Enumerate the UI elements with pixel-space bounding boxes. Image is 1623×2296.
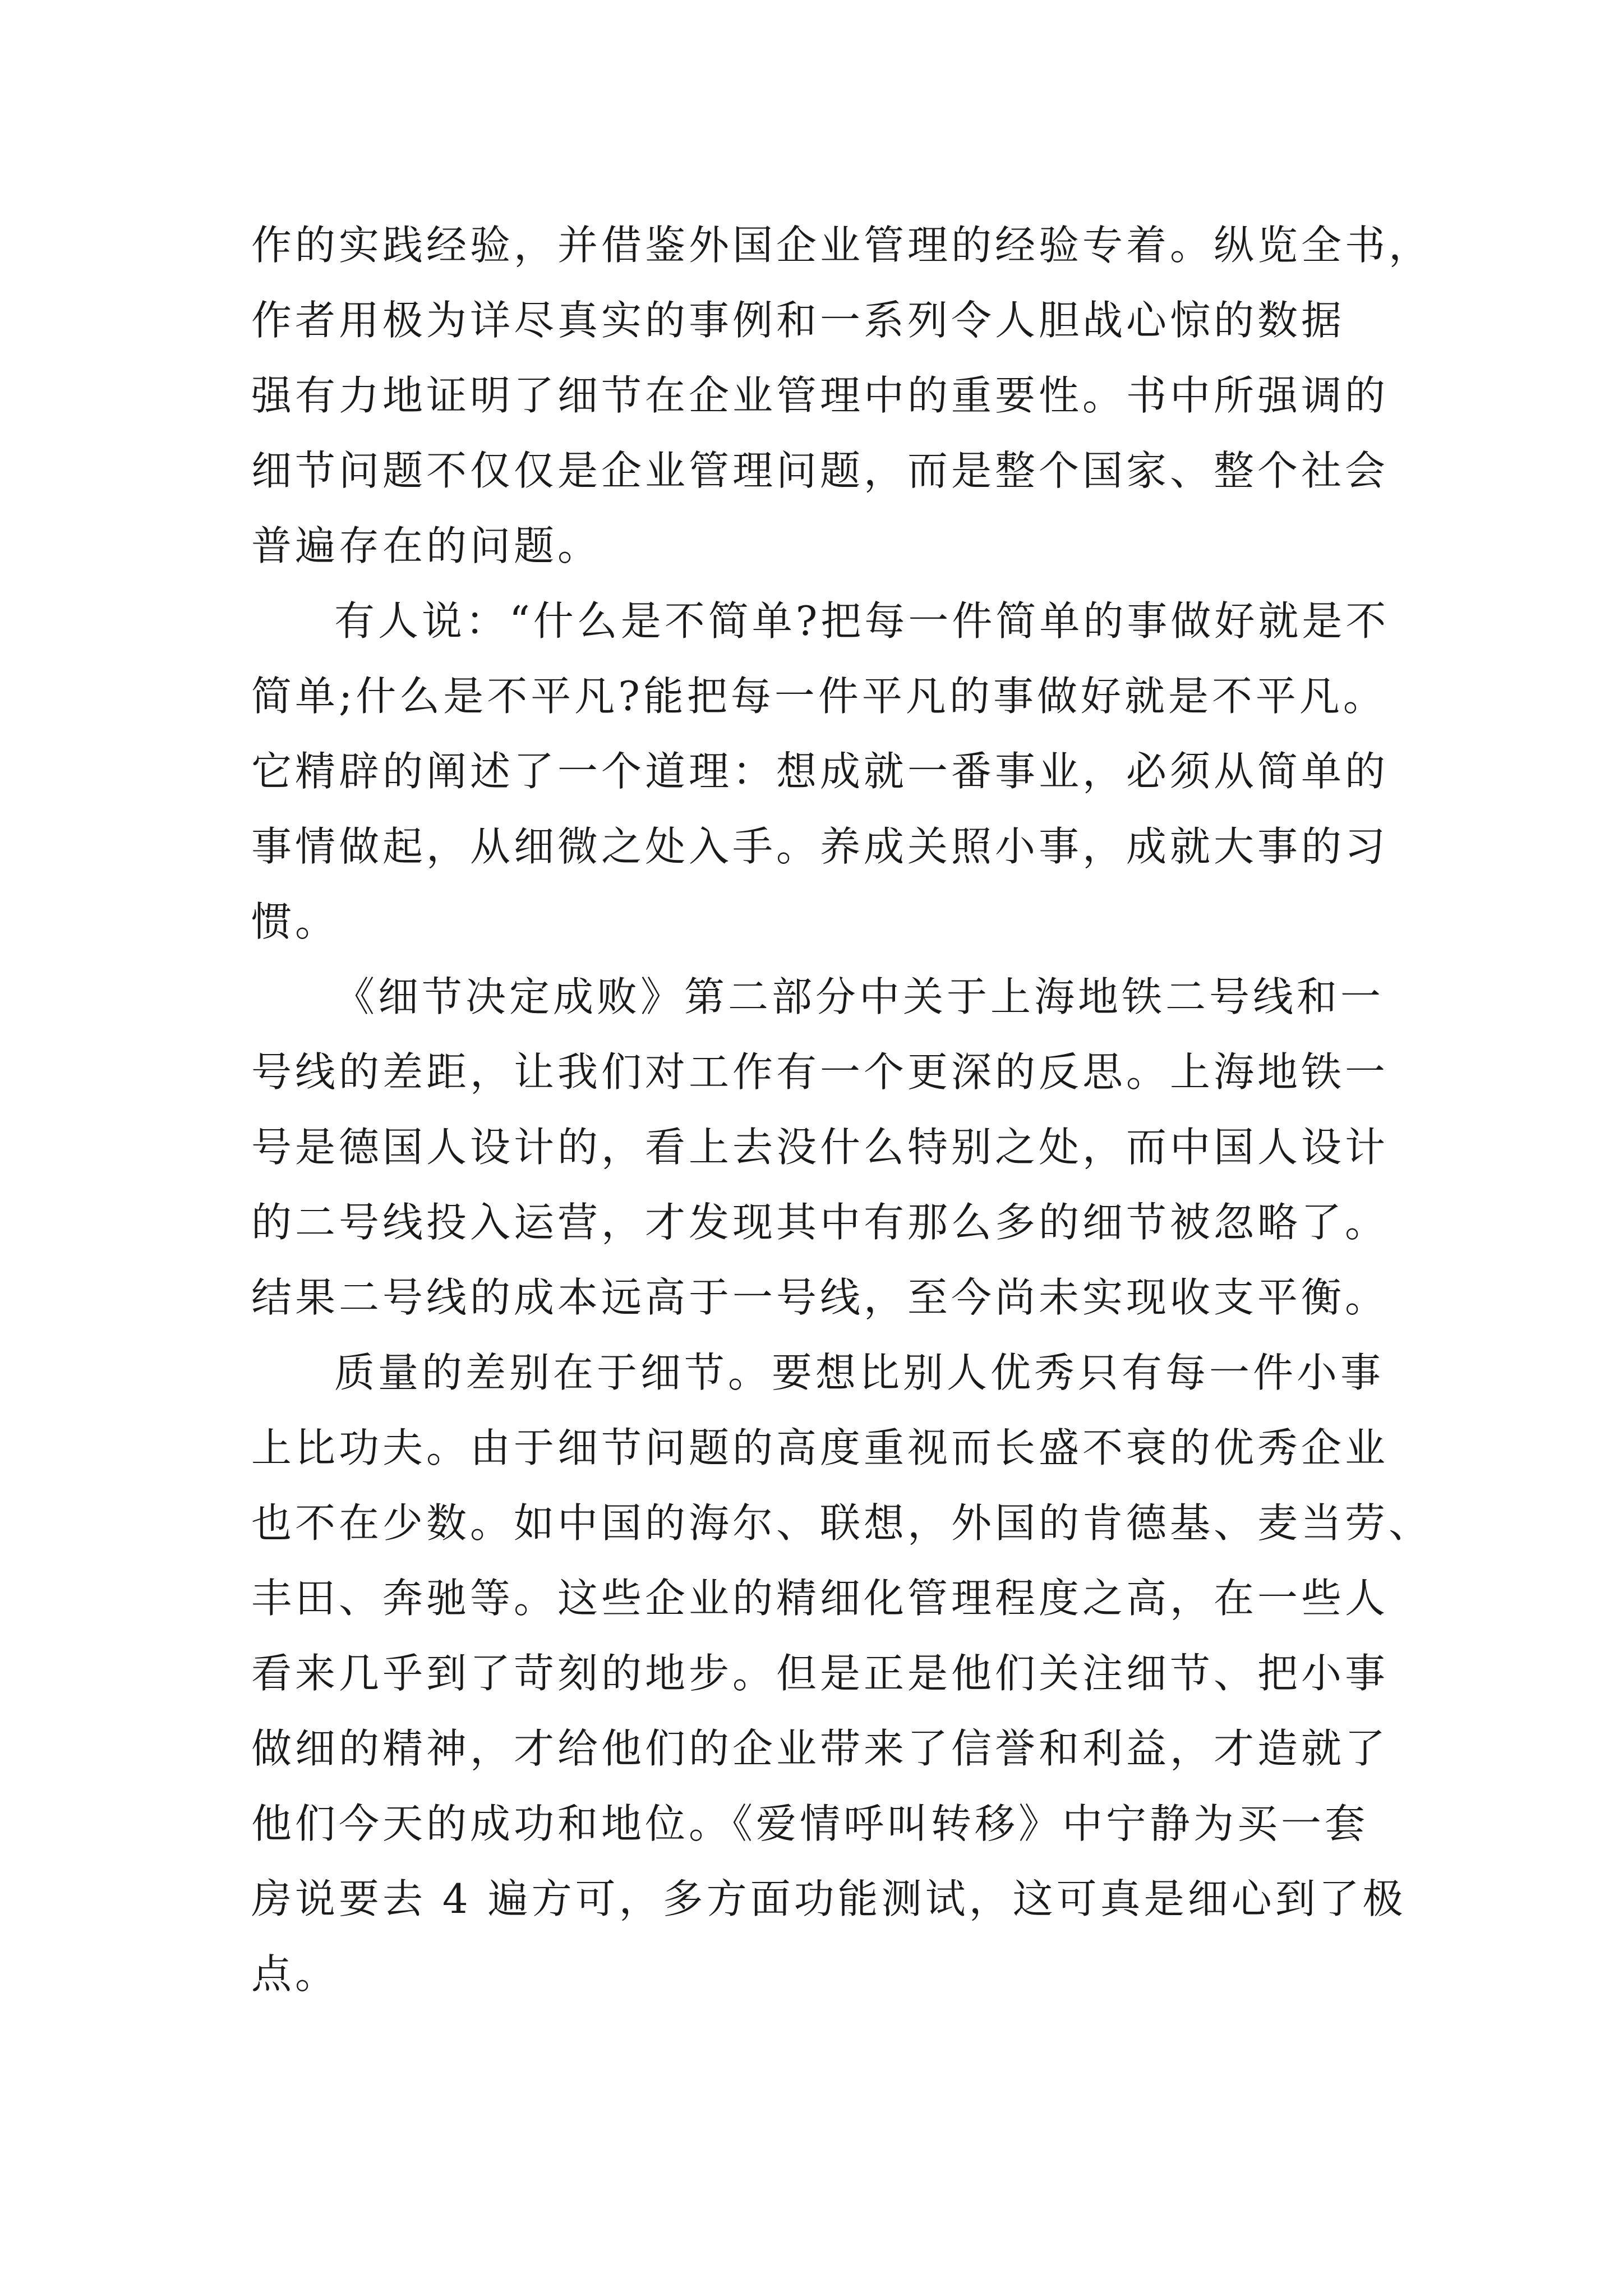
text-line: 简单;什么是不平凡?能把每一件平凡的事做好就是不平凡。 [251,673,1387,720]
text-line: 作的实践经验，并借鉴外国企业管理的经验专着。纵览全书， [251,222,1433,269]
text-line: 强有力地证明了细节在企业管理中的重要性。书中所强调的 [251,372,1389,419]
text-line: 看来几乎到了苛刻的地步。但是正是他们关注细节、把小事 [251,1650,1389,1697]
text-line: 惯。 [251,898,339,945]
text-line: 细节问题不仅仅是企业管理问题，而是整个国家、整个社会 [251,447,1389,494]
text-line: 做细的精神，才给他们的企业带来了信誉和利益，才造就了 [251,1725,1389,1772]
text-line: 点。 [251,1950,339,1998]
text-line: 号线的差距，让我们对工作有一个更深的反思。上海地铁一 [251,1048,1389,1096]
text-line: 《细节决定成败》第二部分中关于上海地铁二号线和一 [334,973,1385,1020]
text-line: 号是德国人设计的，看上去没什么特别之处，而中国人设计 [251,1124,1389,1171]
text-line: 结果二号线的成本远高于一号线，至今尚未实现收支平衡。 [251,1274,1389,1321]
text-line: 房说要去 4 遍方可，多方面功能测试，这可真是细心到了极 [251,1875,1407,1922]
body-text [251,208,1433,2012]
text-line: 作者用极为详尽真实的事例和一系列令人胆战心惊的数据 [251,297,1345,344]
text-line: 它精辟的阐述了一个道理：想成就一番事业，必须从简单的 [251,748,1389,795]
text-line: 事情做起，从细微之处入手。养成关照小事，成就大事的习 [251,823,1389,870]
text-line: 有人说：“什么是不简单?把每一件简单的事做好就是不 [334,597,1390,645]
text-line: 的二号线投入运营，才发现其中有那么多的细节被忽略了。 [251,1199,1389,1246]
text-line: 丰田、奔驰等。这些企业的精细化管理程度之高，在一些人 [251,1575,1389,1622]
text-line: 上比功夫。由于细节问题的高度重视而长盛不衰的优秀企业 [251,1424,1389,1471]
text-line: 也不在少数。如中国的海尔、联想，外国的肯德基、麦当劳、 [251,1499,1433,1547]
text-line: 普遍存在的问题。 [251,522,602,569]
text-line: 他们今天的成功和地位。《爱情呼叫转移》中宁静为买一套 [251,1800,1369,1847]
text-line: 质量的差别在于细节。要想比别人优秀只有每一件小事 [334,1349,1385,1396]
